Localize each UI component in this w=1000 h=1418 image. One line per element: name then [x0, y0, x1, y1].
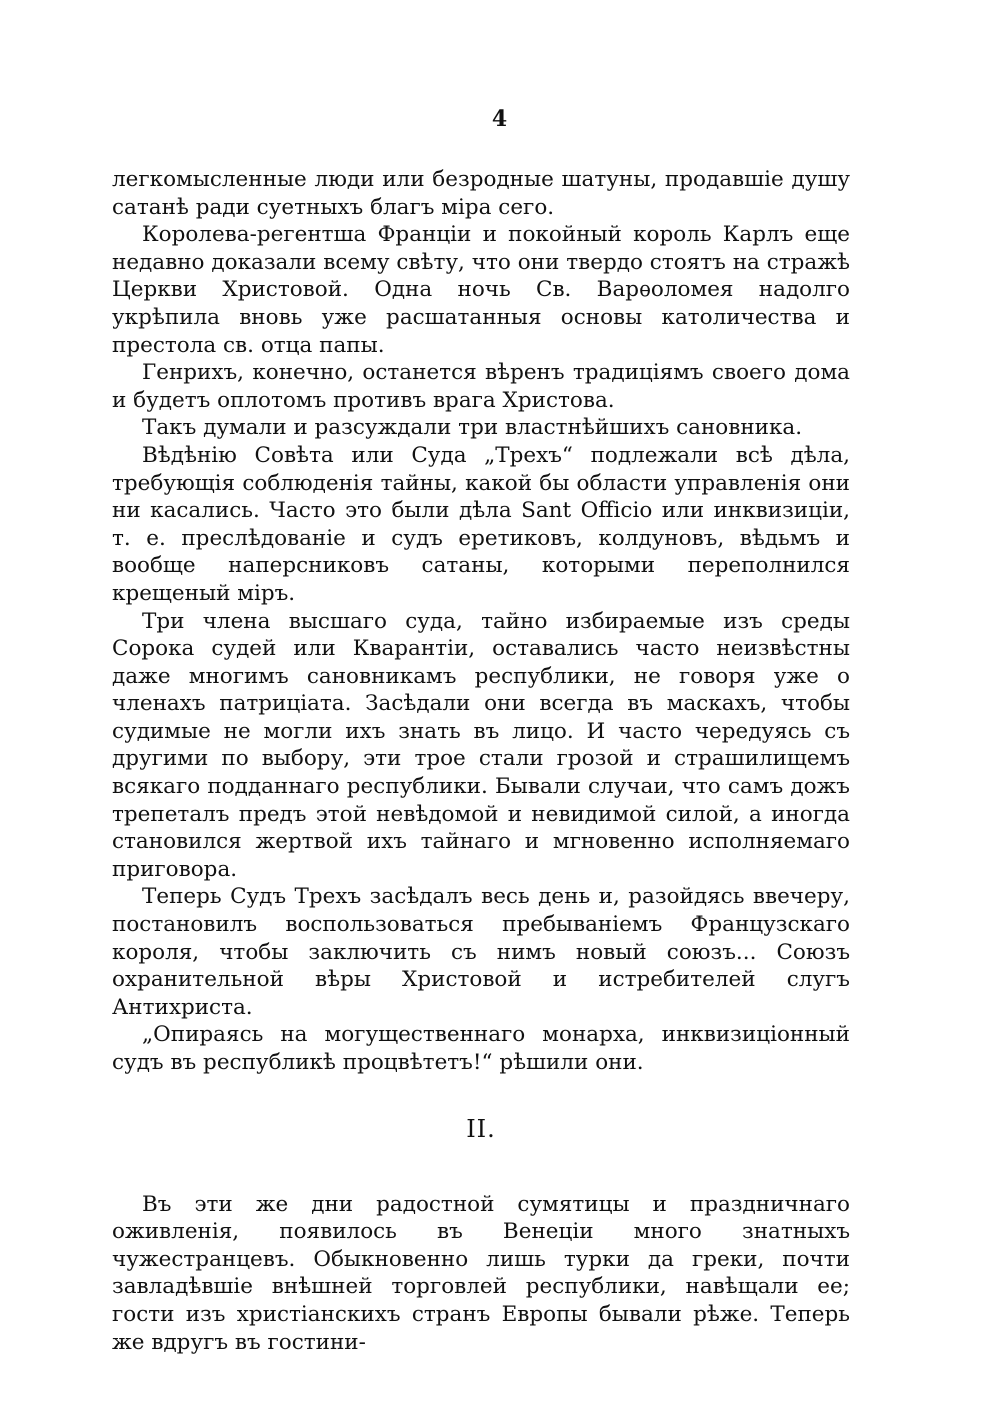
section-heading: II. — [466, 1114, 496, 1143]
paragraph-dignitaries: Такъ думали и разсуждали три властнѣйшихъ сановника. — [142, 415, 803, 441]
paragraph-foreigners: Въ эти же дни радостной сумятицы и праздничнаго оживленія, появилось въ Венеціи много знатныхъ чужестранцевъ. Обыкновенно лишь турки да греки, почти завладѣвшіе внѣшней торговлей республики, навѣщали ее; гости изъ христіанскихъ странъ Европы бывали рѣже. Теперь же вдругъ въ гостини- — [112, 1191, 850, 1355]
paragraph-decision-quote: „Опираясь на могущественнаго монарха, инквизиціонный судъ въ республикѣ процвѣтетъ!“ рѣшили они. — [112, 1022, 850, 1075]
paragraph-three-members: Три члена высшаго суда, тайно избираемые изъ среды Сорока судей или Кварантіи, оставались часто неизвѣстны даже многимъ сановникамъ республики, не говоря уже о членахъ патриціата. Засѣдали они всегда въ маскахъ, чтобы судимые не могли ихъ знать въ лицо. И часто чередуясь съ другими по выбору, эти трое стали грозой и страшилищемъ всякаго подданнаго республики. Бывали случаи, что самъ дожъ трепеталъ предъ этой невѣдомой и невидимой силой, а иногда становился жертвой ихъ тайнаго и мгновенно исполняемаго приговора. — [112, 608, 850, 882]
paragraph-council-of-three: Вѣдѣнію Совѣта или Суда „Трехъ“ подлежали всѣ дѣла, требующія соблюденія тайны, какой бы области управленія они ни касались. Часто это были дѣла Sant Officio или инквизиціи, т. е. преслѣдованіе и судъ еретиковъ, колдуновъ, вѣдьмъ и вообще наперсниковъ сатаны, которыми переполнился крещеный міръ. — [112, 442, 850, 606]
paragraph-henry: Генрихъ, конечно, останется вѣренъ традиціямъ своего дома и будетъ оплотомъ противъ врага Христова. — [112, 360, 850, 413]
paragraph-court-session: Теперь Судъ Трехъ засѣдалъ весь день и, разойдясь ввечеру, постановилъ воспользоваться пребываніемъ Французскаго короля, чтобы заключить съ нимъ новый союзъ... Союзъ охранительной вѣры Христовой и истребителей слугъ Антихриста. — [112, 884, 850, 1020]
body-text — [112, 166, 850, 1356]
paragraph-continuation: легкомысленные люди или безродные шатуны, продавшіе душу сатанѣ ради суетныхъ благъ міра сего. — [112, 167, 850, 220]
paragraph-queen-regent: Королева-регентша Франціи и покойный король Карлъ еще недавно доказали всему свѣту, что они твердо стоятъ на стражѣ Церкви Христовой. Одна ночь Св. Варѳоломея надолго укрѣпила вновь уже расшатанныя основы католичества и престола св. отца папы. — [112, 222, 850, 358]
page-number: 4 — [491, 106, 509, 132]
